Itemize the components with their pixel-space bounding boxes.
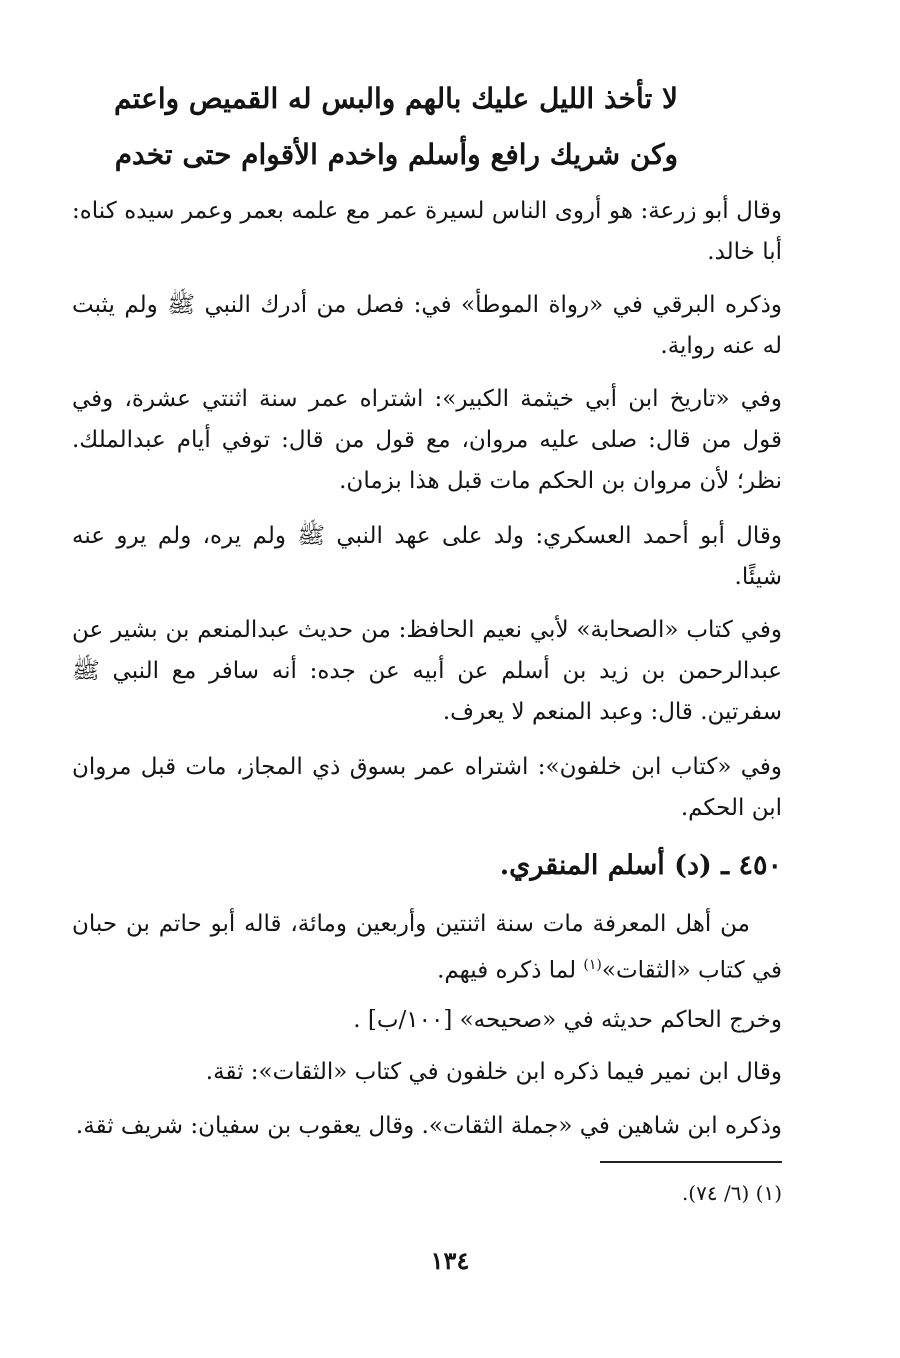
entry-paragraph-1-tail: لما ذكره فيهم.: [437, 957, 584, 984]
paragraph-barqi: وذكره البرقي في «رواة الموطأ» في: فصل من أدرك النبي ﷺ ولم يثبت له عنه رواية.: [72, 292, 782, 359]
entry-paragraph-2: وخرج الحاكم حديثه في «صحيحه» [١٠٠/ب] .: [353, 1007, 782, 1033]
footnote: (١) (٦/ ٧٤).: [681, 1181, 782, 1205]
poem-verse-1: لا تأخذ الليل عليك بالهم والبس له القميص واعتم: [114, 82, 678, 115]
footnote-marker: (١): [583, 957, 602, 973]
entry-paragraph-4: وذكره ابن شاهين في «جملة الثقات». وقال يعقوب بن سفيان: شريف ثقة.: [75, 1113, 782, 1139]
page-number: ١٣٤: [430, 1246, 470, 1275]
entry-paragraph-3: وقال ابن نمير فيما ذكره ابن خلفون في كتاب «الثقات»: ثقة.: [205, 1059, 782, 1085]
entry-paragraph-1: [72, 904, 782, 992]
paragraph-abu-nuaym: وفي كتاب «الصحابة» لأبي نعيم الحافظ: من حديث عبدالمنعم بن بشير عن عبدالرحمن بن زيد بن أسلم عن أبيه عن جده: أنه سافر مع النبي ﷺ سفرتين. قال: وعبد المنعم لا يعرف.: [72, 617, 782, 725]
poem-verse-2: وكن شريك رافع وأسلم واخدم الأقوام حتى تخدم: [114, 138, 678, 171]
paragraph-ibn-khalfun: وفي «كتاب ابن خلفون»: اشتراه عمر بسوق ذي المجاز، مات قبل مروان ابن الحكم.: [72, 754, 782, 821]
entry-paragraph-1-text: من أهل المعرفة مات سنة اثنتين وأربعين ومائة، قاله أبو حاتم بن حبان في كتاب «الثقات»: [72, 911, 782, 984]
paragraph-ibn-abi-khaythama: وفي «تاريخ ابن أبي خيثمة الكبير»: اشتراه عمر سنة اثنتي عشرة، وفي قول من قال: صلى عليه مروان، مع قول من قال: توفي أيام عبدالملك. نظر؛ لأن مروان بن الحكم مات قبل هذا بزمان.: [72, 386, 782, 494]
paragraph-abu-zura: وقال أبو زرعة: هو أروى الناس لسيرة عمر مع علمه بعمر وعمر سيده كناه: أبا خالد.: [72, 198, 782, 265]
entry-heading: ٤٥٠ ـ (د) أسلم المنقري.: [499, 850, 782, 881]
paragraph-askari: وقال أبو أحمد العسكري: ولد على عهد النبي ﷺ ولم يره، ولم يرو عنه شيئًا.: [72, 523, 782, 590]
footnote-divider: [600, 1161, 782, 1163]
